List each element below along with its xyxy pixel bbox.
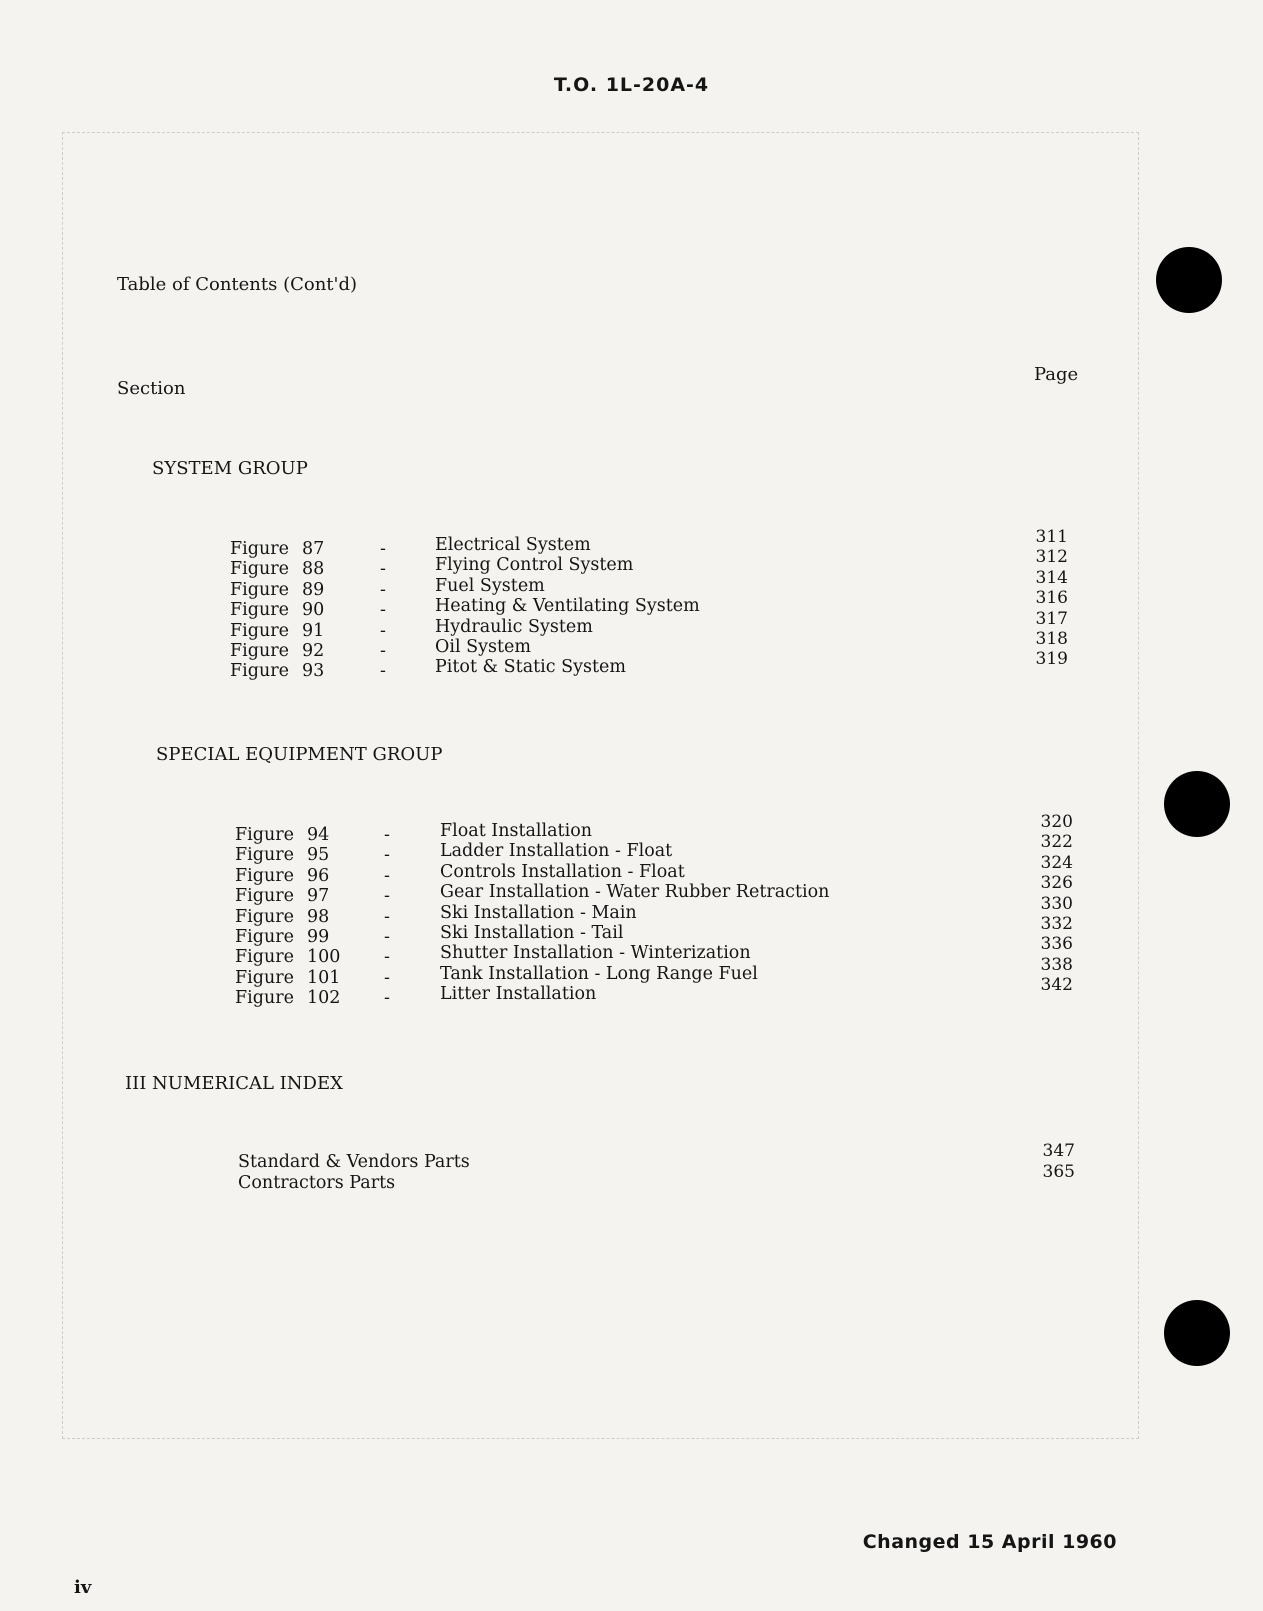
entry-title: Flying Control System: [435, 555, 634, 576]
figure-label: Figure: [235, 906, 294, 927]
entry-title: Fuel System: [435, 575, 545, 596]
figure-number: 99: [307, 927, 330, 947]
entry-dash: -: [380, 620, 386, 641]
figure-number: 102: [307, 988, 341, 1009]
entry-page: 330: [1040, 893, 1073, 914]
punch-hole-middle: [1164, 771, 1230, 837]
entry-page: 342: [1040, 975, 1073, 996]
figure-label: Figure: [230, 641, 289, 661]
entry-title: Ski Installation - Main: [440, 902, 637, 923]
entry-title: Float Installation: [440, 821, 592, 841]
entry-page: 312: [1035, 547, 1068, 568]
page-frame: [62, 132, 1139, 1439]
entry-title: Litter Installation: [440, 984, 597, 1005]
entry-title: Electrical System: [435, 535, 591, 555]
entry-page: 324: [1040, 852, 1073, 873]
entry-title: Ladder Installation - Float: [440, 841, 673, 862]
entry-dash: -: [384, 845, 390, 866]
figure-label: Figure: [230, 539, 289, 559]
entry-dash: -: [384, 886, 390, 907]
entry-page: 332: [1040, 914, 1073, 934]
section-column-label: Section: [117, 378, 186, 399]
entry-dash: -: [380, 661, 386, 682]
entry-title: Heating & Ventilating System: [435, 596, 700, 617]
entry-page: 320: [1040, 812, 1073, 832]
figure-label: Figure: [235, 845, 294, 866]
entry-page: 317: [1035, 608, 1068, 629]
figure-number: 94: [307, 825, 330, 845]
entry-page: 311: [1035, 527, 1068, 547]
system-group-heading: SYSTEM GROUP: [152, 458, 308, 479]
entry-page: 322: [1040, 832, 1073, 853]
entry-dash: -: [384, 865, 390, 886]
special-group-heading: SPECIAL EQUIPMENT GROUP: [156, 744, 443, 765]
toc-title: Table of Contents (Cont'd): [117, 274, 358, 295]
punch-hole-bottom: [1164, 1300, 1230, 1366]
figure-number: 100: [307, 947, 341, 968]
figure-label: Figure: [230, 620, 289, 641]
index-entry-title: Standard & Vendors Parts: [238, 1152, 470, 1172]
entry-page: 336: [1040, 934, 1073, 955]
entry-page: 326: [1040, 873, 1073, 894]
figure-number: 93: [302, 661, 325, 682]
figure-number: 98: [307, 906, 330, 927]
figure-number: 90: [302, 600, 325, 621]
figure-number: 87: [302, 539, 325, 559]
figure-label: Figure: [230, 600, 289, 621]
figure-label: Figure: [235, 886, 294, 907]
figure-label: Figure: [235, 988, 294, 1009]
entry-title: Oil System: [435, 637, 531, 657]
figure-label: Figure: [235, 865, 294, 886]
index-entry-title: Contractors Parts: [238, 1173, 396, 1193]
entry-title: Tank Installation - Long Range Fuel: [440, 963, 758, 984]
page-number: iv: [74, 1577, 92, 1598]
figure-number: 95: [307, 845, 330, 866]
punch-hole-top: [1156, 247, 1222, 313]
figure-number: 92: [302, 641, 325, 661]
figure-number: 101: [307, 967, 341, 988]
numerical-index-heading: III NUMERICAL INDEX: [125, 1073, 343, 1094]
figure-label: Figure: [230, 661, 289, 682]
entry-title: Shutter Installation - Winterization: [440, 943, 751, 964]
figure-number: 97: [307, 886, 330, 907]
entry-page: 319: [1035, 649, 1068, 670]
entry-page: 316: [1035, 588, 1068, 609]
entry-page: 338: [1040, 954, 1073, 975]
entry-dash: -: [384, 927, 390, 947]
changed-date: Changed 15 April 1960: [862, 1531, 1117, 1553]
figure-label: Figure: [230, 559, 289, 580]
entry-dash: -: [384, 988, 390, 1009]
figure-number: 89: [302, 579, 325, 600]
entry-dash: -: [384, 906, 390, 927]
entry-page: 318: [1035, 629, 1068, 649]
page-column-label: Page: [1034, 364, 1079, 385]
entry-dash: -: [380, 600, 386, 621]
figure-label: Figure: [230, 579, 289, 600]
entry-dash: -: [380, 579, 386, 600]
entry-title: Gear Installation - Water Rubber Retraction: [440, 882, 830, 903]
figure-label: Figure: [235, 927, 294, 947]
entry-title: Hydraulic System: [435, 616, 593, 637]
figure-number: 96: [307, 865, 330, 886]
figure-number: 88: [302, 559, 325, 580]
figure-label: Figure: [235, 825, 294, 845]
entry-dash: -: [380, 539, 386, 559]
entry-dash: -: [384, 967, 390, 988]
entry-page: 314: [1035, 567, 1068, 588]
document-id: T.O. 1L-20A-4: [553, 74, 710, 96]
index-entry-page: 347: [1042, 1141, 1075, 1161]
entry-title: Controls Installation - Float: [440, 861, 685, 882]
entry-dash: -: [380, 641, 386, 661]
entry-dash: -: [380, 559, 386, 580]
figure-label: Figure: [235, 967, 294, 988]
figure-label: Figure: [235, 947, 294, 968]
figure-number: 91: [302, 620, 325, 641]
entry-title: Pitot & Static System: [435, 657, 626, 678]
entry-dash: -: [384, 947, 390, 968]
entry-dash: -: [384, 825, 390, 845]
index-entry-page: 365: [1042, 1162, 1075, 1182]
entry-title: Ski Installation - Tail: [440, 923, 624, 943]
